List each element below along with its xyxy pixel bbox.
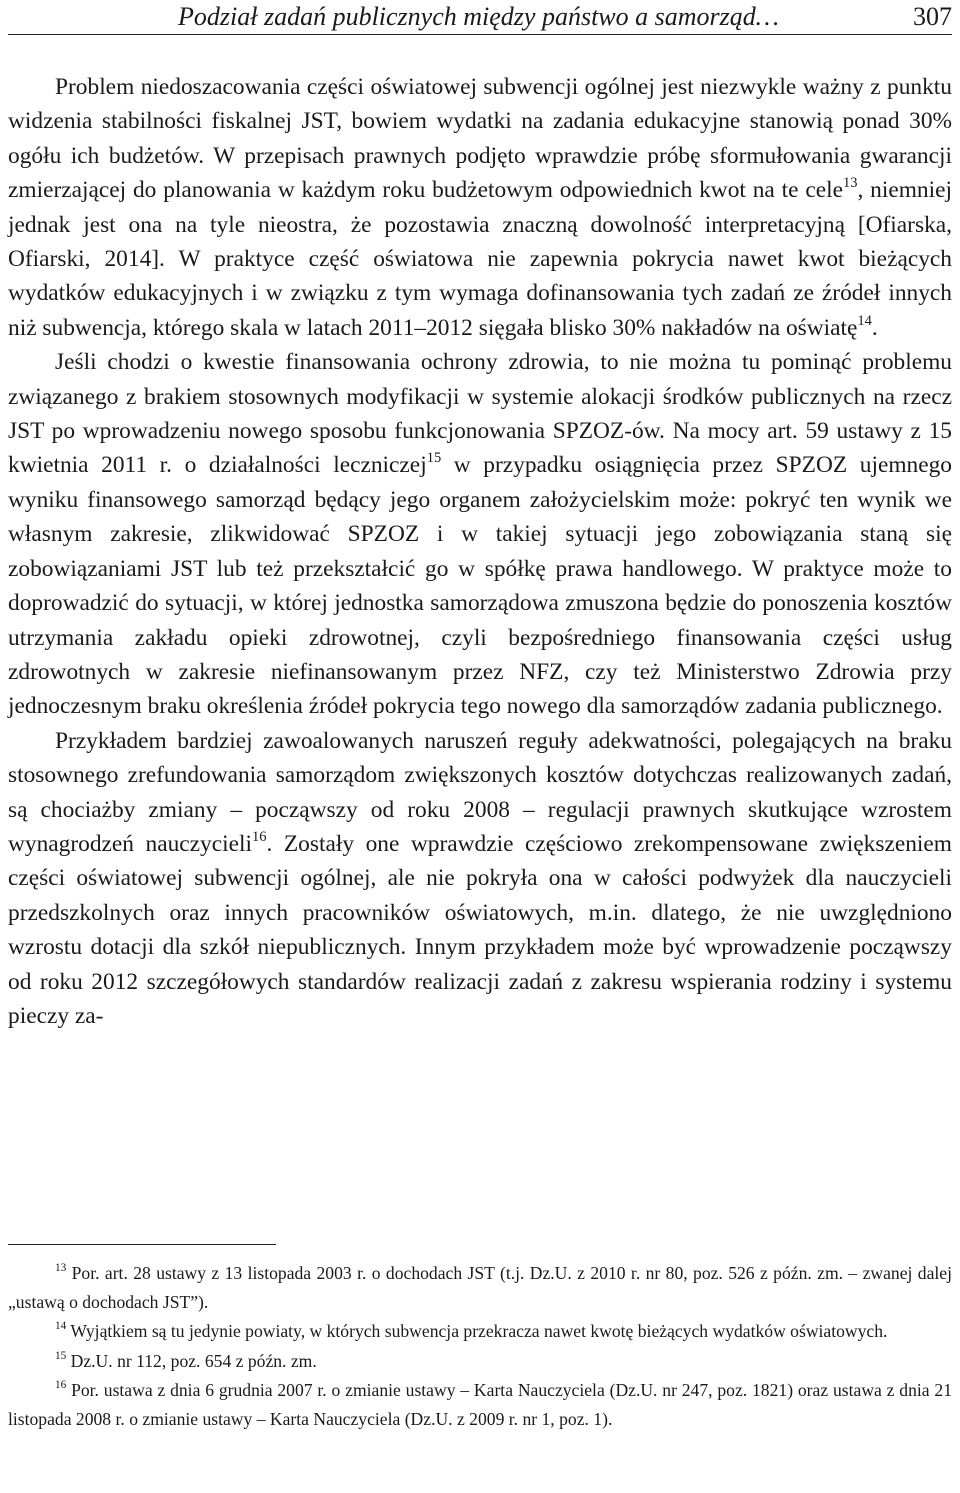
footnote-16 [8, 1376, 952, 1434]
footnotes [8, 1259, 952, 1434]
page-number: 307 [913, 2, 952, 31]
running-title: Podział zadań publicznych między państwo a samorząd… [178, 2, 779, 31]
footnote-number: 13 [55, 1262, 67, 1275]
paragraph-1-text-b: , niemniej jednak jest ona na tyle nieostra, że pozostawia znaczną dowolność interpretacyjną [Ofiarska, Ofiarski, 2014]. W praktyce część oświatowa nie zapewnia pokrycia nawet kwot bieżących wydatków edukacyjnych i w związku z tym wymaga dofinansowania tych zadań ze źródeł innych niż subwencja, którego skala w latach 2011–2012 sięgała blisko 30% nakładów na oświatę [8, 177, 952, 341]
footnote-ref-14: 14 [857, 312, 872, 329]
footnote-number: 15 [55, 1349, 67, 1362]
paragraph-3-text-a: Przykładem bardziej zawoalowanych naruszeń reguły adekwatności, polegających na braku stosownego zrefundowania samorządom zwiększonych kosztów dotychczas realizowanych zadań, są chociażby zmiany – począwszy od roku 2008 – regulacji prawnych skutkujące wzrostem wynagrodzeń nauczycieli [8, 727, 952, 857]
footnote-13 [8, 1259, 952, 1317]
footnote-text: Por. ustawa z dnia 6 grudnia 2007 r. o zmianie ustawy – Karta Nauczyciela (Dz.U. nr 247, poz. 1821) oraz ustawa z dnia 21 listopada 2008 r. o zmianie ustawy – Karta Nauczyciela (Dz.U. z 2009 r. nr 1, poz. 1). [8, 1379, 952, 1430]
running-header [8, 0, 952, 35]
footnote-15 [8, 1347, 952, 1376]
footnote-ref-13: 13 [842, 174, 858, 191]
footnote-text: Dz.U. nr 112, poz. 654 z późn. zm. [66, 1350, 317, 1371]
paragraph-3-text-b: . Zostały one wprawdzie częściowo zrekompensowane zwiększeniem części oświatowej subwencji ogólnej, ale nie pokryła ona w całości podwyżek dla nauczycieli przedszkolnych oraz innych pracowników oświatowych, m.in. dlatego, że nie uwzględniono wzrostu dotacji dla szkół niepublicznych. Innym przykładem może być wprowadzenie począwszy od roku 2012 szczegółowych standardów realizacji zadań z zakresu wspierania rodziny i systemu pieczy za- [8, 830, 952, 1029]
body-text [8, 70, 952, 1033]
paragraph-1-text-a: Problem niedoszacowania części oświatowej subwencji ogólnej jest niezwykle ważny z punktu widzenia stabilności fiskalnej JST, bowiem wydatki na zadania edukacyjne stanowią ponad 30% ogółu ich budżetów. W przepisach prawnych podjęto wprawdzie próbę sformułowania gwarancji zmierzającej do planowania w każdym roku budżetowym odpowiednich kwot na te cele [8, 74, 952, 204]
footnote-separator [8, 1244, 276, 1245]
paragraph-1-text-c: . [871, 314, 878, 341]
footnote-number: 14 [55, 1320, 67, 1333]
footnote-ref-16: 16 [252, 828, 267, 845]
footnote-14 [8, 1317, 952, 1346]
paragraph-2 [8, 345, 952, 723]
paragraph-1 [8, 70, 952, 345]
paragraph-2-text-a: Jeśli chodzi o kwestie finansowania ochrony zdrowia, to nie można tu pominąć problemu związanego z brakiem stosownych modyfikacji w systemie alokacji środków publicznych na rzecz JST po wprowadzeniu nowego sposobu funkcjonowania SPZOZ-ów. Na mocy art. 59 ustawy z 15 kwietnia 2011 r. o działalności leczniczej [8, 349, 952, 479]
paragraph-2-text-b: w przypadku osiągnięcia przez SPZOZ ujemnego wyniku finansowego samorząd będący jego organem założycielskim może: pokryć ten wynik we własnym zakresie, zlikwidować SPZOZ i w takiej sytuacji jego zobowiązania staną się zobowiązaniami JST lub też przekształcić go w spółkę prawa handlowego. W praktyce może to doprowadzić do sytuacji, w której jednostka samorządowa zmuszona będzie do ponoszenia kosztów utrzymania zakładu opieki zdrowotnej, czyli bezpośredniego finansowania części usług zdrowotnych w zakresie niefinansowanym przez NFZ, czy też Ministerstwo Zdrowia przy jednoczesnym braku określenia źródeł pokrycia tego nowego dla samorządów zadania publicznego. [8, 452, 952, 720]
footnote-ref-15: 15 [426, 450, 442, 467]
paragraph-3 [8, 724, 952, 1034]
footnote-text: Wyjątkiem są tu jedynie powiaty, w których subwencja przekracza nawet kwotę bieżących wydatków oświatowych. [66, 1321, 888, 1342]
footnote-number: 16 [55, 1378, 67, 1391]
footnote-text: Por. art. 28 ustawy z 13 listopada 2003 r. o dochodach JST (t.j. Dz.U. z 2010 r. nr 80, poz. 526 z późn. zm. – zwanej dalej „ustawą o dochodach JST”). [8, 1263, 952, 1313]
